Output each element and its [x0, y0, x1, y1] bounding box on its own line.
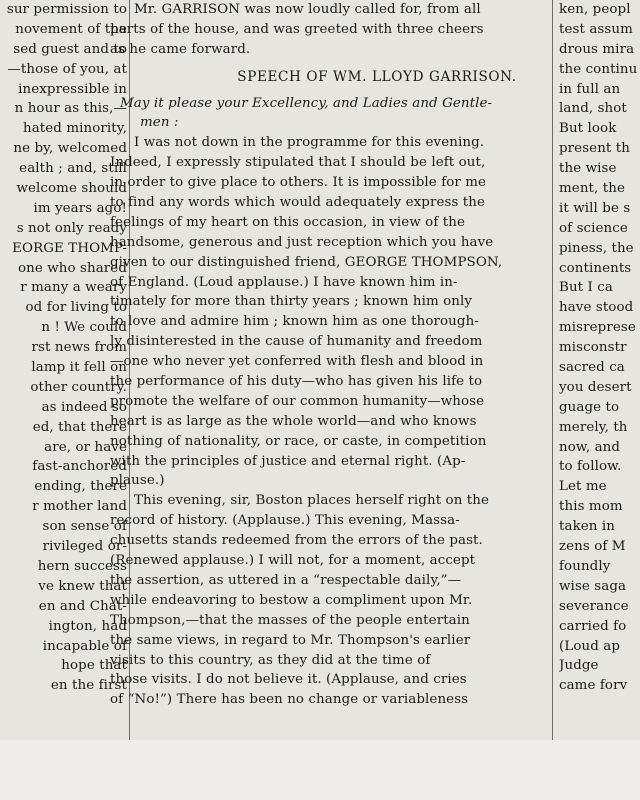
right-column-line: drous mira — [559, 41, 635, 57]
speech-line: handsome, generous and just reception which you have — [110, 234, 494, 250]
salutation-line: men : — [140, 115, 179, 131]
speech-line: This evening, sir, Boston places herself right on the — [134, 493, 490, 509]
left-column-line: inexpressible in — [18, 81, 127, 97]
left-column-line: one who shared — [17, 260, 127, 276]
left-column-line: welcome should — [16, 181, 127, 197]
left-column-line: sur permission to — [6, 2, 127, 17]
right-column-line: land, shot — [559, 101, 627, 117]
speech-line: given to our distinguished friend, GEORGE THOMPSON, — [110, 254, 503, 270]
speech-line: feelings of my heart on this occasion, in view of the — [110, 214, 465, 230]
left-column-line: are, or have — [44, 439, 127, 455]
right-column-line: (Loud ap — [559, 638, 620, 654]
right-column-line: wise saga — [559, 578, 627, 594]
speech-line: of England. (Loud applause.) I have known him in- — [110, 274, 458, 290]
right-column-line: carried fo — [559, 618, 627, 634]
speech-line: the assertion, as uttered in a “respectable daily,”— — [110, 572, 462, 588]
left-column-line: EORGE THOMP- — [12, 240, 127, 256]
left-column-line: rivileged or- — [42, 539, 127, 555]
speech-line: in order to give place to others. It is impossible for me — [110, 175, 487, 191]
left-column-line: incapable of — [42, 638, 127, 654]
speech-line: record of history. (Applause.) This evening, Massa- — [110, 513, 460, 529]
right-column-line: Judge — [559, 658, 599, 674]
right-column-line: merely, th — [559, 419, 628, 435]
speech-line: ly disinterested in the cause of humanity and freedom — [110, 334, 483, 350]
left-column-line: hope that — [61, 658, 127, 674]
right-column-line: in full an — [559, 81, 621, 97]
page-bottom-margin — [0, 740, 640, 800]
speech-line: I was not down in the programme for this evening. — [134, 135, 485, 151]
intro-line: as he came forward. — [110, 41, 251, 57]
left-column-line: rst news from — [31, 340, 127, 356]
left-column-line: ed, that there — [32, 419, 127, 435]
speech-line: those visits. I do not believe it. (Applause, and cries — [110, 672, 467, 688]
left-column-line: r mother land — [32, 499, 127, 515]
right-column-line: misconstr — [559, 340, 627, 356]
speech-line: to love and admire him ; known him as one thorough- — [110, 314, 479, 330]
speech-line: of “No!”) There has been no change or variableness — [110, 692, 469, 708]
right-column-line: present th — [559, 141, 630, 157]
right-column-line: test assum — [559, 21, 633, 37]
right-column-line: to follow. — [559, 459, 622, 475]
speech-line: with the principles of justice and eternal right. (Ap- — [110, 453, 466, 469]
left-column-line: as indeed so — [41, 399, 127, 415]
speech-line: (Renewed applause.) I will not, for a moment, accept — [110, 553, 476, 569]
left-column-line: en the first — [50, 678, 127, 694]
speech-line: chusetts stands redeemed from the errors of the past. — [110, 533, 483, 549]
left-column-line: fast-anchored — [32, 459, 127, 475]
right-column-line: of science — [559, 220, 628, 236]
right-column-line: now, and — [559, 439, 621, 455]
left-column-line: son sense of — [42, 519, 127, 535]
right-column-line: piness, the — [559, 240, 634, 256]
speech-line: the performance of his duty—who has given his life to — [110, 374, 483, 390]
speech-line: the same views, in regard to Mr. Thompson's earlier — [110, 632, 471, 648]
left-column-line: hern success — [37, 558, 127, 574]
right-column-line: this mom — [559, 499, 623, 515]
speech-line: promote the welfare of our common humanity—whose — [110, 393, 485, 409]
right-column-line: sacred ca — [559, 360, 625, 376]
speech-line: to find any words which would adequately express the — [110, 195, 486, 211]
left-column-line: en and Chat- — [38, 598, 127, 614]
left-column-line: ington, had — [48, 618, 127, 634]
speech-line: visits to this country, as they did at the time of — [110, 652, 431, 668]
right-column-line: foundly — [559, 558, 611, 574]
right-column-line: the wise — [559, 161, 617, 177]
right-column-line: came forv — [559, 678, 628, 694]
right-column-line: have stood — [559, 300, 634, 316]
right-column-line: ken, peopl — [559, 2, 631, 17]
right-column-line: ment, the — [559, 181, 625, 197]
left-column-line: ending, there — [34, 479, 127, 495]
speech-body — [110, 133, 624, 710]
left-column-line: s not only ready — [16, 220, 127, 236]
right-column-line: severance — [559, 598, 629, 614]
right-column-line: But I ca — [559, 280, 613, 296]
right-column-line: guage to — [559, 399, 620, 415]
right-column-line: it will be s — [559, 200, 631, 216]
right-column-line: the continu — [559, 61, 638, 77]
left-column-line: ve knew that — [38, 578, 127, 594]
right-column-line: But look — [559, 121, 617, 137]
right-column-line: Let me — [559, 479, 607, 495]
right-column-line: continents — [559, 260, 632, 276]
speech-line: —one who never yet conferred with flesh and blood in — [110, 354, 484, 370]
column-rule-right — [552, 0, 553, 740]
left-column-line: ealth ; and, still — [19, 161, 127, 177]
left-column-line: od for living to — [25, 300, 127, 316]
left-column-line: sed guest and to — [13, 41, 127, 57]
intro-line: Mr. GARRISON was now loudly called for, from all — [134, 2, 481, 17]
left-column-line: —those of you, at — [7, 61, 127, 77]
speech-line: plause.) — [110, 473, 165, 489]
speech-line: timately for more than thirty years ; known him only — [110, 294, 473, 310]
left-column-line: n ! We could — [41, 320, 127, 336]
right-column-line: zens of M — [559, 539, 626, 555]
speech-line: Thompson,—that the masses of the people entertain — [110, 612, 470, 628]
intro-line: parts of the house, and was greeted with three cheers — [110, 21, 484, 37]
left-column-line: r many a weary — [20, 280, 127, 296]
left-column-line: hated minority, — [22, 121, 127, 137]
left-column — [0, 0, 128, 696]
left-column-line: lamp it fell on — [31, 360, 127, 376]
left-column-line: other country. — [30, 379, 127, 395]
speech-line: nothing of nationality, or race, or caste, in competition — [110, 433, 487, 449]
left-column-line: novement of the — [15, 21, 127, 37]
speech-line: Indeed, I expressly stipulated that I should be left out, — [110, 155, 486, 171]
left-column-line: n hour as this,— — [14, 101, 127, 117]
salutation-line: May it please your Excellency, and Ladies and Gentle- — [120, 95, 493, 111]
left-column-line: im years ago! — [33, 200, 127, 216]
right-column-line: misreprese — [559, 320, 636, 336]
left-column-line: ne by, welcomed — [13, 141, 127, 157]
speech-line: while endeavoring to bestow a compliment upon Mr. — [110, 592, 473, 608]
right-column-line: you desert — [559, 379, 632, 395]
speech-heading: SPEECH OF WM. LLOYD GARRISON. — [237, 68, 517, 85]
right-column-line: taken in — [559, 519, 615, 535]
right-column — [559, 0, 640, 696]
speech-line: heart is as large as the whole world—and who knows — [110, 413, 477, 429]
